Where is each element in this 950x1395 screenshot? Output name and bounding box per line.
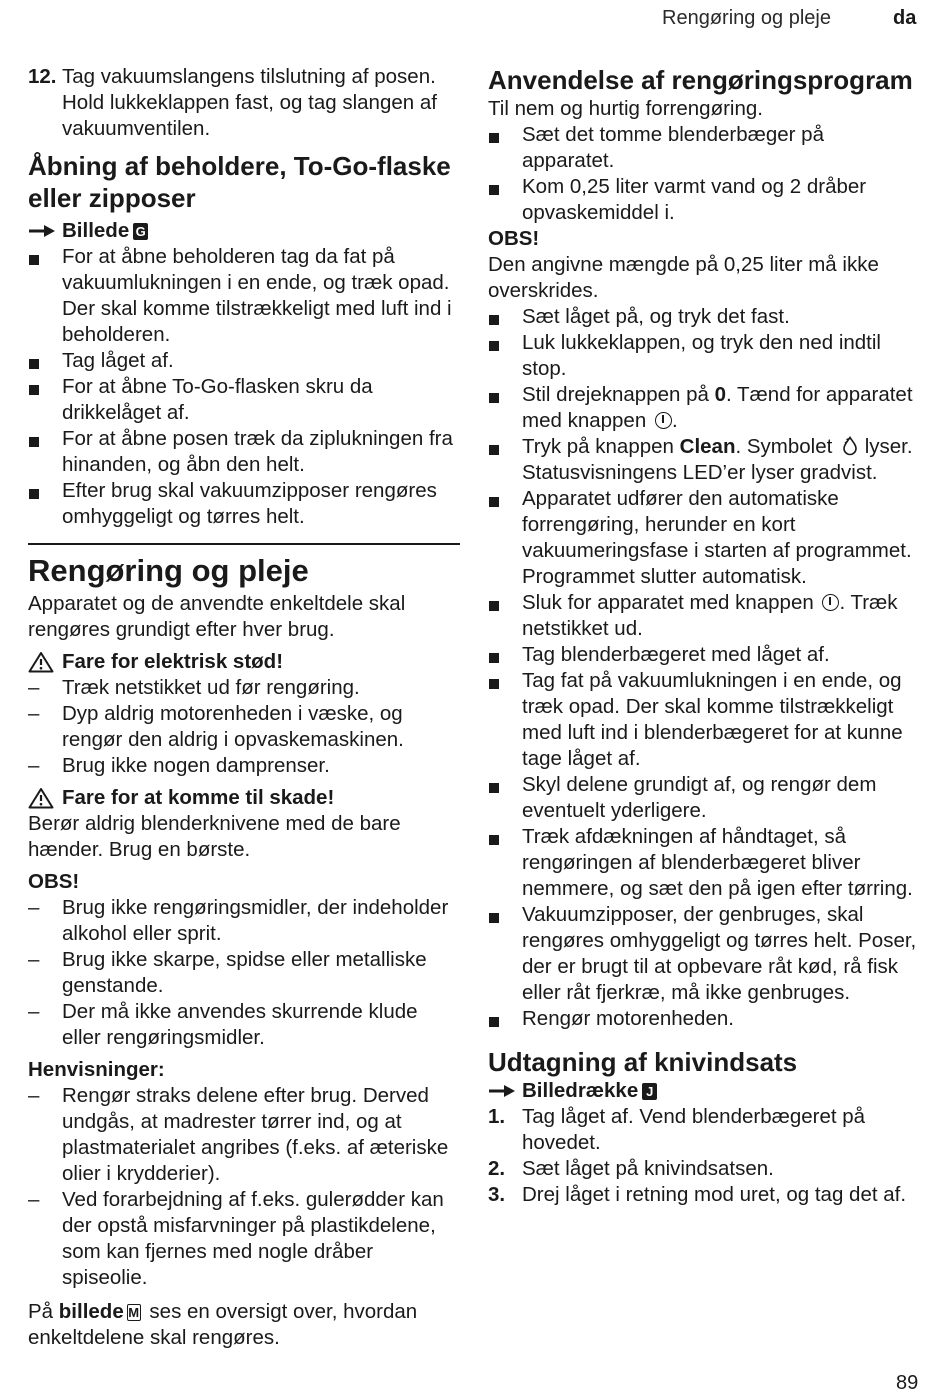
warning-text: Berør aldrig blenderknivene med de bare hænder. Brug en børste.	[28, 812, 401, 861]
clean-mid: . Symbolet	[735, 435, 839, 458]
clean-bold: Clean	[679, 435, 736, 458]
overview-post: ses en oversigt over, hvordan enkeltdelene skal rengøres.	[28, 1300, 418, 1349]
list-item	[28, 701, 460, 753]
obs-title: OBS!	[28, 870, 80, 893]
list-item	[28, 1083, 460, 1187]
list-item-text: For at åbne posen træk da ziplukningen fra hinanden, og åbn den helt.	[62, 427, 453, 476]
overview-note	[28, 1299, 460, 1351]
off-post: . Træk netstikket ud.	[522, 591, 898, 640]
list-item	[28, 478, 460, 530]
list-item	[28, 895, 460, 947]
overview-bold: billede	[58, 1300, 124, 1323]
list-item	[28, 348, 460, 374]
arrow-right-icon	[28, 224, 56, 238]
list-item	[28, 753, 460, 779]
list-item	[488, 642, 920, 668]
list-item	[488, 590, 920, 642]
list-item-text: Træk netstikket ud før rengøring.	[62, 676, 360, 699]
dash-marker: –	[28, 1000, 40, 1023]
list-item	[28, 947, 460, 999]
overview-pre: På	[28, 1300, 59, 1323]
list-item	[28, 999, 460, 1051]
list-item-text: For at åbne beholderen tag da fat på vakuumlukningen i en ende, og træk opad. Der skal komme tilstrækkeligt med luft ind i beholderen.	[62, 245, 452, 346]
power-icon	[822, 594, 839, 611]
clean-post: lyser. Statusvisningens LED’er lyser gradvist.	[522, 435, 913, 484]
warning-triangle-icon	[28, 651, 54, 673]
figure-letter-badge: G	[133, 223, 148, 240]
list-item	[488, 174, 920, 226]
right-column	[488, 64, 920, 1208]
list-item	[488, 772, 920, 824]
dash-marker: –	[28, 1084, 40, 1107]
figure-reference-label: Billedrække	[522, 1079, 639, 1102]
step-number: 1.	[488, 1105, 506, 1128]
list-item	[28, 1187, 460, 1291]
step-number: 2.	[488, 1157, 506, 1180]
step-text: Sæt låget på knivindsatsen.	[522, 1157, 774, 1180]
notes-title: Henvisninger:	[28, 1058, 165, 1081]
list-item-text: Luk lukkeklappen, og tryk den ned indtil stop.	[522, 331, 881, 380]
list-item-text: Apparatet udfører den automatiske forrengøring, herunder en kort vakuumeringsfase i starten af programmet. Programmet slutter automatisk.	[522, 487, 912, 588]
list-item	[28, 426, 460, 478]
water-drop-icon	[841, 436, 859, 456]
warning-injury	[28, 785, 460, 811]
list-item	[488, 434, 920, 486]
list-item-text: Brug ikke rengøringsmidler, der indeholder alkohol eller sprit.	[62, 896, 449, 945]
list-item-text: Der må ikke anvendes skurrende klude eller rengøringsmidler.	[62, 1000, 418, 1049]
list-item	[488, 486, 920, 590]
obs-title: OBS!	[488, 227, 540, 250]
power-icon	[655, 412, 672, 429]
list-item-text: Dyp aldrig motorenheden i væske, og rengør den aldrig i opvaskemaskinen.	[62, 702, 404, 751]
running-header-title: Rengøring og pleje	[662, 7, 831, 29]
figure-reference-label: Billede	[62, 219, 130, 242]
step-number: 3.	[488, 1183, 506, 1206]
list-item	[28, 675, 460, 701]
list-item-text: Sæt det tomme blenderbæger på apparatet.	[522, 123, 824, 172]
list-item-text: Rengør motorenheden.	[522, 1007, 734, 1030]
list-item	[488, 304, 920, 330]
knife-heading: Udtagning af knivindsats	[488, 1047, 798, 1077]
list-item	[488, 902, 920, 1006]
knob-bold: 0	[714, 383, 727, 406]
list-item-text: Rengør straks delene efter brug. Derved undgås, at madrester tørrer ind, og at plastmaterialet angribes (f.eks. af æteriske olier i krydderier).	[62, 1084, 449, 1185]
list-item-text: Kom 0,25 liter varmt vand og 2 dråber opvaskemiddel i.	[522, 175, 867, 224]
knob-end: .	[671, 409, 678, 432]
step-12	[28, 64, 460, 142]
list-item	[28, 374, 460, 426]
off-pre: Sluk for apparatet med knappen	[522, 591, 820, 614]
list-item-text: Tag låget af.	[62, 349, 174, 372]
list-item	[488, 668, 920, 772]
figure-reference	[28, 218, 460, 244]
step-number: 12.	[28, 65, 57, 88]
list-item-text: Tag fat på vakuumlukningen i en ende, og træk opad. Der skal komme tilstrækkeligt med luft ind i blenderbægeret for at kunne tage låget af.	[522, 669, 903, 770]
step-item	[488, 1182, 920, 1208]
page-number: 89	[896, 1372, 919, 1394]
list-item-text: Vakuumzipposer, der genbruges, skal rengøres omhyggeligt og tørres helt. Poser, der er brugt til at opbevare råt kød, rå fisk eller råt fjerkræ, må ikke genbruges.	[522, 903, 917, 1004]
list-item-text: Brug ikke nogen damprenser.	[62, 754, 330, 777]
list-item-text: Tag blenderbægeret med låget af.	[522, 643, 830, 666]
warning-title: Fare for elektrisk stød!	[62, 650, 284, 673]
list-item-text: Skyl delene grundigt af, og rengør dem eventuelt yderligere.	[522, 773, 877, 822]
figure-letter-badge: J	[642, 1083, 657, 1100]
obs-text: Den angivne mængde på 0,25 liter må ikke overskrides.	[488, 253, 879, 302]
dash-marker: –	[28, 1188, 40, 1211]
program-intro: Til nem og hurtig forrengøring.	[488, 97, 763, 120]
list-item-text: Brug ikke skarpe, spidse eller metalliske genstande.	[62, 948, 427, 997]
running-header-language: da	[893, 7, 917, 29]
dash-marker: –	[28, 702, 40, 725]
list-item-text: Efter brug skal vakuumzipposer rengøres omhyggeligt og tørres helt.	[62, 479, 437, 528]
knob-post: . Tænd for apparatet med knappen	[522, 383, 913, 432]
left-column	[28, 64, 460, 1351]
list-item-text: Ved forarbejdning af f.eks. gulerødder kan der opstå misfarvninger på plastikdelene, som kan fjernes med nogle dråber spiseolie.	[62, 1188, 444, 1289]
list-item-text: For at åbne To-Go-flasken skru da drikkelåget af.	[62, 375, 373, 424]
step-item	[488, 1156, 920, 1182]
list-item	[488, 824, 920, 902]
knob-pre: Stil drejeknappen på	[522, 383, 715, 406]
list-item-text: Træk afdækningen af håndtaget, så rengøringen af blenderbægeret bliver nemmere, og sæt den på igen efter tørring.	[522, 825, 913, 900]
list-item	[488, 382, 920, 434]
warning-title: Fare for at komme til skade!	[62, 786, 335, 809]
cleaning-heading: Rengøring og pleje	[28, 553, 309, 588]
clean-pre: Tryk på knappen	[522, 435, 680, 458]
list-item	[488, 1006, 920, 1032]
dash-marker: –	[28, 754, 40, 777]
warning-triangle-icon	[28, 787, 54, 809]
program-heading: Anvendelse af rengøringsprogram	[488, 65, 913, 95]
dash-marker: –	[28, 948, 40, 971]
list-item	[488, 330, 920, 382]
list-item	[28, 244, 460, 348]
step-text: Tag vakuumslangens tilslutning af posen. Hold lukkeklappen fast, og tag slangen af vakuumventilen.	[62, 65, 437, 140]
opening-heading: Åbning af beholdere, To-Go-flaske eller zipposer	[28, 151, 451, 213]
figure-reference	[488, 1078, 920, 1104]
arrow-right-icon	[488, 1084, 516, 1098]
warning-electric	[28, 649, 460, 675]
step-text: Tag låget af. Vend blenderbægeret på hovedet.	[522, 1105, 866, 1154]
section-divider	[28, 543, 460, 545]
dash-marker: –	[28, 896, 40, 919]
step-item	[488, 1104, 920, 1156]
dash-marker: –	[28, 676, 40, 699]
list-item-text: Sæt låget på, og tryk det fast.	[522, 305, 790, 328]
step-text: Drej låget i retning mod uret, og tag det af.	[522, 1183, 907, 1206]
cleaning-intro: Apparatet og de anvendte enkeltdele skal rengøres grundigt efter hver brug.	[28, 592, 406, 641]
figure-letter-badge: M	[128, 1305, 140, 1320]
list-item	[488, 122, 920, 174]
